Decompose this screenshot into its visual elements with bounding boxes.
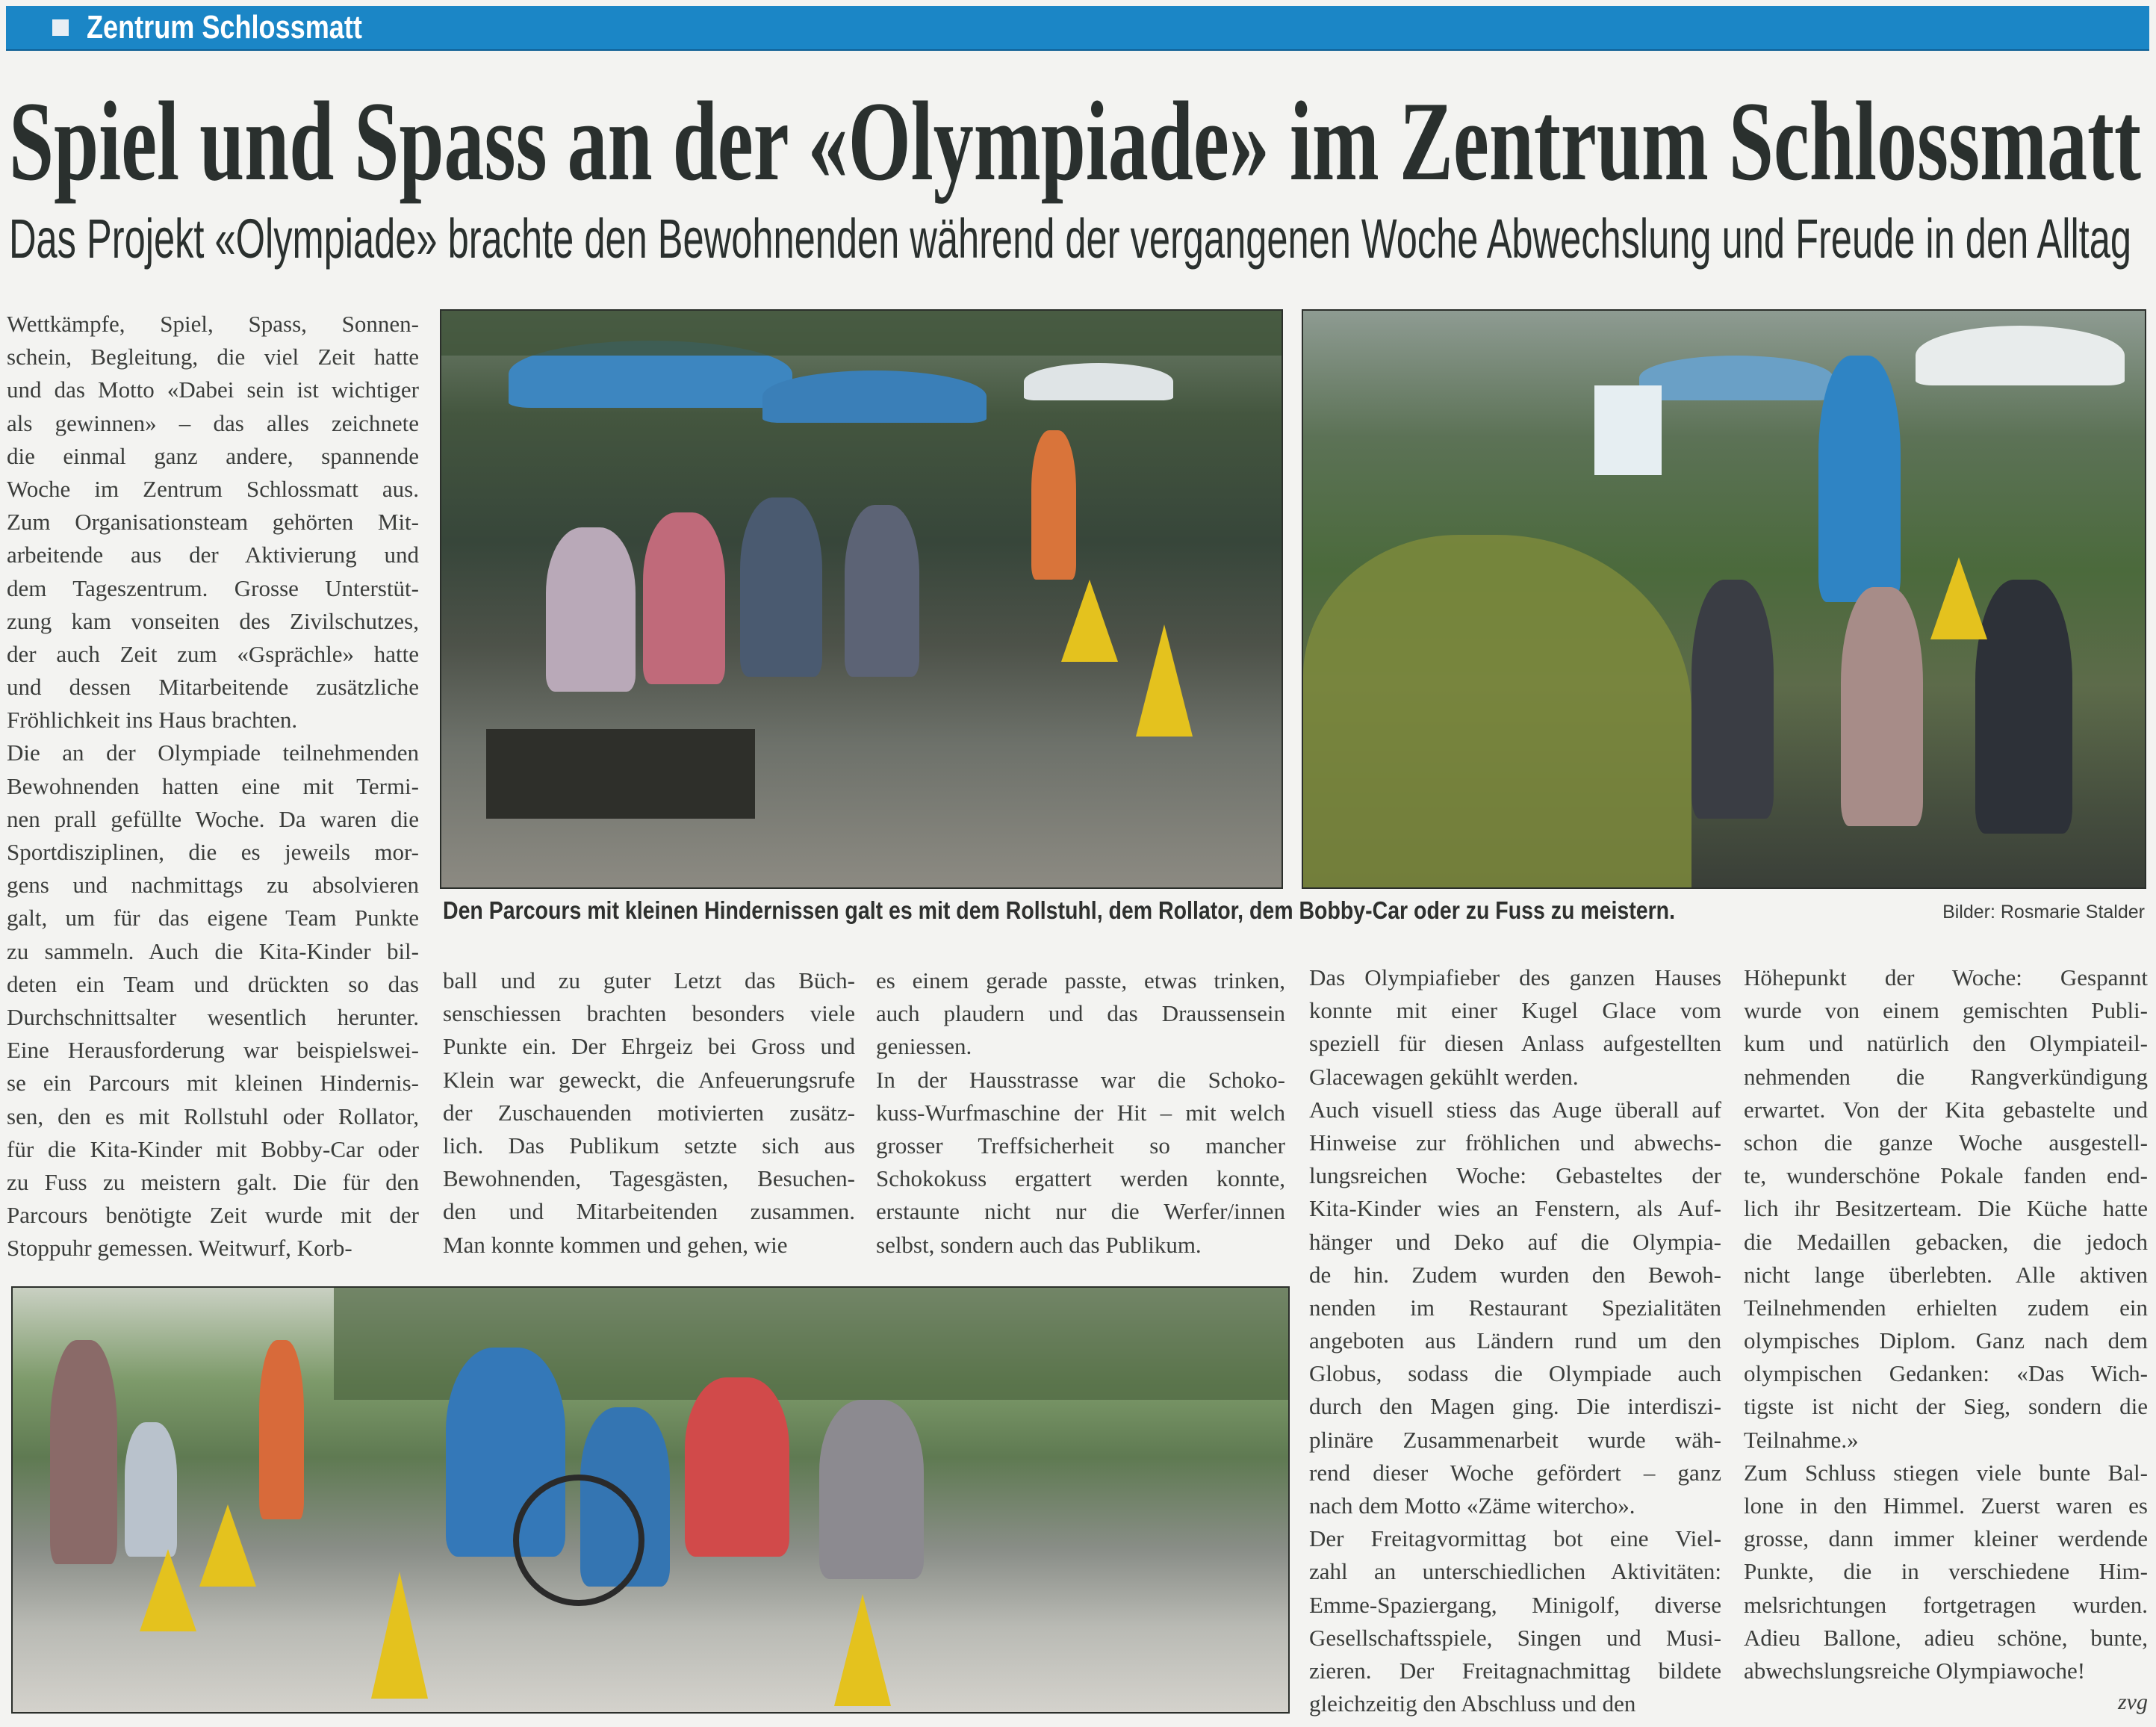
person: [643, 512, 725, 684]
text-line: zu sammeln. Auch die Kita-Kinder bil-: [7, 937, 419, 964]
text-line: erstaunte nicht nur die Werfer/innen: [876, 1198, 1285, 1225]
text-line: Bewohnenden, Tagesgästen, Besuchen-: [443, 1165, 855, 1192]
text-line: lone in den Himmel. Zuerst waren es: [1744, 1492, 2148, 1519]
text-line: sen, den es mit Rollstuhl oder Rollator,: [7, 1103, 419, 1129]
text-line: olympischen Gedanken: «Das Wich-: [1744, 1360, 2148, 1387]
photo-caption: Den Parcours mit kleinen Hindernissen galt es mit dem Rollstuhl, dem Rollator, dem Bobby-Car oder zu Fuss zu meistern.: [443, 896, 1675, 924]
child: [125, 1422, 177, 1557]
text-line: olympisches Diplom. Ganz nach dem: [1744, 1327, 2148, 1354]
text-line: zahl an unterschiedlichen Aktivitäten:: [1309, 1558, 1721, 1585]
text-line: der Zuschauenden motivierten zusätz-: [443, 1099, 855, 1126]
text-line: grosser Treffsicherheit so mancher: [876, 1132, 1285, 1159]
text-line: In der Hausstrasse war die Schoko-: [876, 1066, 1285, 1093]
text-column-3: [876, 964, 1285, 1262]
text-line: nehmenden die Rangverkündigung: [1744, 1063, 2148, 1090]
text-line: Zum Schluss stiegen viele bunte Bal-: [1744, 1459, 2148, 1486]
photo-parcours-seniors: [440, 309, 1283, 889]
photo-kita-children: [1302, 309, 2146, 889]
poster: [1594, 385, 1662, 475]
text-line: se ein Parcours mit kleinen Hindernis-: [7, 1070, 419, 1097]
text-line: zu Fuss zu meistern galt. Die für den: [7, 1168, 419, 1195]
text-line: Parcours benötigte Zeit wurde mit der: [7, 1202, 419, 1229]
text-line: kum und natürlich den Olympiateil-: [1744, 1030, 2148, 1057]
text-line: speziell für diesen Anlass aufgestellten: [1309, 1030, 1721, 1057]
text-line: Der Freitagvormittag bot eine Viel-: [1309, 1525, 1721, 1552]
text-line: de hin. Zudem wurden den Bewoh-: [1309, 1261, 1721, 1288]
umbrella: [762, 370, 987, 423]
text-column-2: [443, 964, 855, 1262]
text-line: nenden im Restaurant Spezialitäten: [1309, 1294, 1721, 1321]
text-line: den und Mitarbeitenden zusammen.: [443, 1198, 855, 1225]
person: [259, 1340, 304, 1519]
text-line: ball und zu guter Letzt das Büch-: [443, 967, 855, 993]
text-line: Adieu Ballone, adieu schöne, bunte,: [1744, 1624, 2148, 1651]
text-line: selbst, sondern auch das Publikum.: [876, 1231, 1202, 1258]
text-line: schon die ganze Woche ausgestell-: [1744, 1129, 2148, 1156]
article-headline: Spiel und Spass an der «Olympiade» im Zentrum Schlossmatt: [9, 78, 2141, 204]
text-line: arbeitende aus der Aktivierung und: [7, 542, 419, 568]
child: [1975, 580, 2072, 834]
text-line: dem Tageszentrum. Grosse Unterstüt-: [7, 574, 419, 601]
text-line: grosse, dann immer kleiner werdende: [1744, 1525, 2148, 1552]
warning-sign: [140, 1549, 196, 1631]
text-line: Klein war geweckt, die Anfeuerungsrufe: [443, 1066, 855, 1093]
warning-sign: [834, 1594, 891, 1706]
square-bullet-icon: [52, 19, 69, 36]
text-line: hänger und Deko auf die Olympia-: [1309, 1228, 1721, 1255]
text-line: te, wunderschöne Pokale fanden end-: [1744, 1162, 2148, 1189]
text-line: Emme-Spaziergang, Minigolf, diverse: [1309, 1591, 1721, 1618]
text-line: Zum Organisationsteam gehörten Mit-: [7, 509, 419, 536]
text-line: Wettkämpfe, Spiel, Spass, Sonnen-: [7, 311, 419, 337]
umbrella: [1639, 356, 1833, 400]
text-line: Eine Herausforderung war beispielswei-: [7, 1037, 419, 1064]
person: [845, 505, 919, 677]
text-line: lich. Das Publikum setzte sich aus: [443, 1132, 855, 1159]
text-line: für die Kita-Kinder mit Bobby-Car oder: [7, 1135, 419, 1162]
text-line: rend dieser Woche gefördert – ganz: [1309, 1459, 1721, 1486]
author-credit: zvg: [2118, 1690, 2148, 1714]
umbrella: [1916, 326, 2125, 385]
text-line: Sportdisziplinen, die es jeweils mor-: [7, 839, 419, 865]
text-line: Bewohnenden hatten eine mit Termi-: [7, 772, 419, 799]
text-line: gens und nachmittags zu absolvieren: [7, 872, 419, 899]
text-line: Höhepunkt der Woche: Gespannt: [1744, 964, 2148, 990]
person: [50, 1340, 117, 1564]
warning-sign: [1061, 580, 1118, 662]
child: [1691, 580, 1774, 819]
text-line: melsrichtungen fortgetragen wurden.: [1744, 1591, 2148, 1618]
person: [819, 1400, 924, 1579]
text-line: plinäre Zusammenarbeit wurde wäh-: [1309, 1426, 1721, 1453]
text-line: erwartet. Von der Kita gebastelte und: [1744, 1096, 2148, 1123]
bench: [486, 729, 755, 819]
text-line: und das Motto «Dabei sein ist wichtiger: [7, 376, 419, 403]
person: [546, 527, 636, 692]
text-line: Durchschnittsalter wesentlich herunter.: [7, 1003, 419, 1030]
text-line: deten ein Team und drückten so das: [7, 970, 419, 997]
text-line: auch plaudern und das Draussensein: [876, 1000, 1285, 1027]
text-line: schein, Begleitung, die viel Zeit hatte: [7, 344, 419, 370]
article-subtitle: Das Projekt «Olympiade» brachte den Bewohnenden während der vergangenen Woche Abwechslung und Freude in den Alltag: [9, 208, 2131, 270]
text-line: Auch visuell stiess das Auge überall auf: [1309, 1096, 1721, 1123]
text-line: Man konnte kommen und gehen, wie: [443, 1231, 788, 1258]
text-line: zung kam vonseiten des Zivilschutzes,: [7, 607, 419, 634]
text-line: und dessen Mitarbeitende zusätzliche: [7, 674, 419, 701]
warning-sign: [371, 1572, 428, 1699]
photo-credit: Bilder: Rosmarie Stalder: [1942, 902, 2145, 923]
text-line: Kita-Kinder wies an Fenstern, als Auf-: [1309, 1195, 1721, 1222]
warning-sign: [199, 1504, 256, 1587]
person: [685, 1377, 789, 1557]
text-line: nach dem Motto «Zäme witercho».: [1309, 1492, 1635, 1519]
tree-foliage: [441, 311, 1282, 356]
text-line: nen prall gefüllte Woche. Da waren die: [7, 805, 419, 832]
text-column-5: [1744, 961, 2148, 1687]
section-header-bar: [6, 6, 2149, 51]
person: [1031, 430, 1076, 580]
text-line: galt, um für das eigene Team Punkte: [7, 905, 419, 931]
text-line: lich ihr Besitzerteam. Die Küche hatte: [1744, 1195, 2148, 1222]
text-line: durch den Magen ging. Die interdiszi-: [1309, 1393, 1721, 1420]
text-line: Teilnahme.»: [1744, 1426, 1859, 1453]
flower-bush: [1303, 535, 1691, 887]
text-line: als gewinnen» – das alles zeichnete: [7, 409, 419, 436]
person: [740, 497, 822, 677]
umbrella: [1024, 363, 1173, 400]
text-line: geniessen.: [876, 1033, 972, 1060]
text-line: Fröhlichkeit ins Haus brachten.: [7, 707, 298, 734]
text-line: der auch Zeit zum «Gsprächle» hatte: [7, 640, 419, 667]
text-line: Punkte ein. Der Ehrgeiz bei Gross und: [443, 1033, 855, 1060]
child: [1841, 587, 1923, 826]
text-line: zieren. Der Freitagnachmittag bildete: [1309, 1657, 1721, 1684]
text-line: es einem gerade passte, etwas trinken,: [876, 967, 1285, 993]
text-line: Teilnehmenden erhielten zudem ein: [1744, 1294, 2148, 1321]
text-line: wurde von einem gemischten Publi-: [1744, 997, 2148, 1024]
text-line: Die an der Olympiade teilnehmenden: [7, 740, 419, 766]
text-line: Das Olympiafieber des ganzen Hauses: [1309, 964, 1721, 990]
text-line: Gesellschaftsspiele, Singen und Musi-: [1309, 1624, 1721, 1651]
text-column-1: [7, 308, 419, 1265]
text-line: Schokokuss ergattert werden konnte,: [876, 1165, 1285, 1192]
section-label: Zentrum Schlossmatt: [87, 9, 362, 46]
text-line: Punkte, die in verschiedene Him-: [1744, 1558, 2148, 1585]
text-line: Woche im Zentrum Schlossmatt aus.: [7, 475, 419, 502]
text-line: Globus, sodass die Olympiade auch: [1309, 1360, 1721, 1387]
wheelchair: [513, 1475, 644, 1606]
text-line: die Medaillen gebacken, die jedoch: [1744, 1228, 2148, 1255]
text-line: lungsreichen Woche: Gebasteltes der: [1309, 1162, 1721, 1189]
text-line: Glacewagen gekühlt werden.: [1309, 1063, 1579, 1090]
text-line: gleichzeitig den Abschluss und den: [1309, 1690, 1636, 1717]
person: [1818, 356, 1901, 602]
text-line: tigste ist nicht der Sieg, sondern die: [1744, 1393, 2148, 1420]
text-line: konnte mit einer Kugel Glace vom: [1309, 997, 1721, 1024]
text-line: abwechslungsreiche Olympiawoche!: [1744, 1657, 2086, 1684]
text-line: angeboten aus Ländern rund um den: [1309, 1327, 1721, 1354]
text-line: nicht lange überlebten. Alle aktiven: [1744, 1261, 2148, 1288]
text-line: kuss-Wurfmaschine der Hit – mit welch: [876, 1099, 1285, 1126]
text-line: die einmal ganz andere, spannende: [7, 442, 419, 469]
text-line: Hinweise zur fröhlichen und abwechs-: [1309, 1129, 1721, 1156]
warning-sign: [1136, 624, 1193, 737]
text-line: senschiessen brachten besonders viele: [443, 1000, 855, 1027]
text-line: Stoppuhr gemessen. Weitwurf, Korb-: [7, 1235, 352, 1262]
photo-olympiade-audience: [11, 1286, 1290, 1714]
text-column-4: [1309, 961, 1721, 1720]
warning-sign: [1930, 557, 1987, 639]
